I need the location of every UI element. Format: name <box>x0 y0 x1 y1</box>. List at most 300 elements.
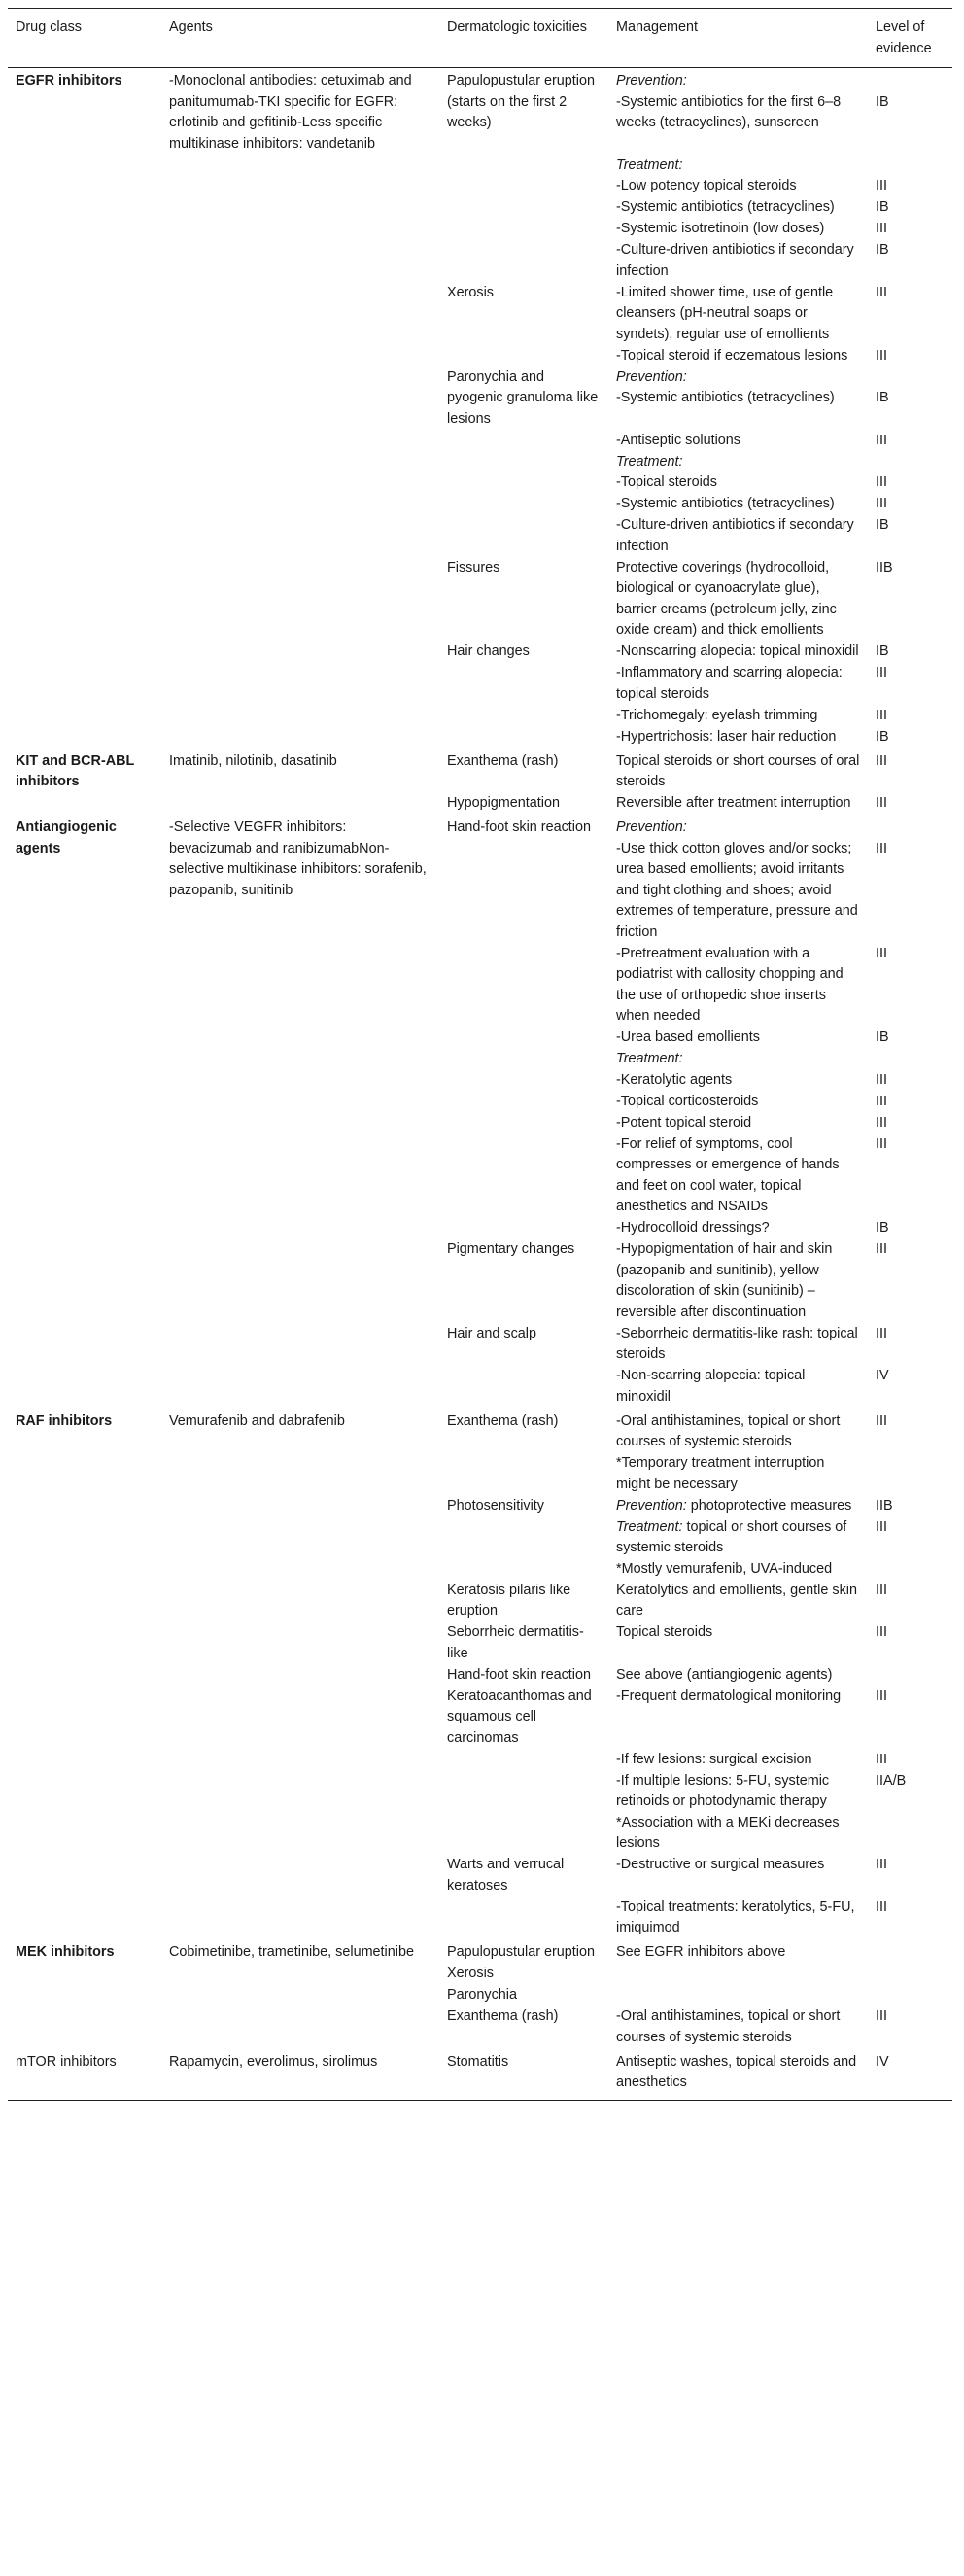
table-row <box>8 1409 952 1454</box>
management-line: -Potent topical steroid <box>616 1114 752 1131</box>
agents-cell <box>161 1665 439 1687</box>
level-cell <box>868 1366 952 1409</box>
table-row <box>8 1324 952 1367</box>
level-cell <box>868 367 952 431</box>
level-cell <box>868 1622 952 1665</box>
management-cell <box>608 494 868 515</box>
level-value: IV <box>876 2053 889 2070</box>
table-row <box>8 1939 952 1964</box>
table-row <box>8 748 952 794</box>
level-cell <box>868 494 952 515</box>
drug-class-cell <box>8 1581 161 1623</box>
drug-class-cell <box>8 642 161 663</box>
drug-class-cell <box>8 1897 161 1940</box>
toxicity-cell: Xerosis <box>447 1966 494 1981</box>
table-row <box>8 452 952 495</box>
level-cell <box>868 1239 952 1324</box>
drug-class-cell <box>8 1855 161 1897</box>
header-row <box>8 9 952 68</box>
table-row <box>8 2049 952 2101</box>
toxicity-cell <box>439 515 608 558</box>
level-cell <box>868 1496 952 1517</box>
toxicity-cell <box>439 1750 608 1771</box>
drug-class-cell <box>8 431 161 452</box>
drug-class-cell <box>8 727 161 748</box>
agents-cell: Imatinib, nilotinib, dasatinib <box>169 752 337 769</box>
management-line: -Low potency topical steroids <box>616 178 797 193</box>
level-value: III <box>876 1857 887 1872</box>
table-row <box>8 1897 952 1940</box>
table-row <box>8 367 952 431</box>
toxicity-cell <box>439 219 608 240</box>
management-cell <box>608 1517 868 1581</box>
management-line: -Nonscarring alopecia: topical minoxidil <box>616 644 859 659</box>
table-row <box>8 197 952 219</box>
toxicity-cell: Warts and verrucal keratoses <box>447 1857 565 1894</box>
management-line: -Limited shower time, use of gentle cleansers (pH-neutral soaps or syndets), regular use of emollients <box>616 284 834 342</box>
management-line: -Inflammatory and scarring alopecia: topical steroids <box>616 665 843 702</box>
level-value: III <box>876 945 887 961</box>
level-cell <box>868 1985 952 2006</box>
toxicity-cell <box>439 1218 608 1239</box>
level-value: III <box>876 432 887 448</box>
toxicity-cell <box>439 706 608 727</box>
toxicity-cell <box>439 156 608 198</box>
toxicity-cell <box>439 1113 608 1134</box>
management-line: *Association with a MEKi decreases lesions <box>616 1814 840 1851</box>
agents-cell <box>161 1092 439 1113</box>
level-cell <box>868 1771 952 1856</box>
agents-cell: -Monoclonal antibodies: cetuximab and panitumumab-TKI specific for EGFR: erlotinib and gefitinib-Less specific multikinase inhibitors: vandetanib <box>169 73 412 152</box>
management-line: Treatment: <box>616 453 683 470</box>
agents-cell: Cobimetinibe, trametinibe, selumetinibe <box>169 1944 414 1960</box>
management-cell <box>608 727 868 748</box>
management-cell <box>608 1939 868 1964</box>
table-row <box>8 1049 952 1092</box>
management-line: -Culture-driven antibiotics if secondary infection <box>616 517 854 554</box>
toxicity-cell: Stomatitis <box>439 2049 608 2101</box>
management-line: -Antiseptic solutions <box>616 432 740 448</box>
management-line: Treatment: <box>616 1051 683 1066</box>
toxicity-cell: Exanthema (rash) <box>447 2008 559 2024</box>
toxicity-cell: Pigmentary changes <box>447 1241 575 1257</box>
header-drug-class: Drug class <box>8 9 161 68</box>
toxicity-cell <box>439 1897 608 1940</box>
management-cell <box>608 1027 868 1049</box>
drug-class-cell <box>8 1496 161 1517</box>
agents-cell: -Selective VEGFR inhibitors: bevacizumab and ranibizumabNon-selective multikinase inhibitors: sorafenib, pazopanib, sunitinib <box>169 819 427 898</box>
toxicity-cell: Paronychia <box>447 1987 517 2002</box>
drug-class-cell <box>8 1750 161 1771</box>
toxicity-cell: Hair changes <box>447 644 530 659</box>
agents-cell <box>161 944 439 1028</box>
table-row <box>8 1622 952 1665</box>
level-value: III <box>876 1241 887 1257</box>
drug-class-cell <box>8 1092 161 1113</box>
agents-cell <box>161 494 439 515</box>
level-value: IIA/B <box>876 1772 907 1789</box>
table-row <box>8 1218 952 1239</box>
agents-cell <box>161 1049 439 1092</box>
toxicity-cell: Exanthema (rash) <box>447 1412 559 1429</box>
agents-cell <box>161 558 439 643</box>
level-value: III <box>876 707 887 723</box>
management-line: -Systemic antibiotics for the first 6–8 weeks (tetracyclines), sunscreen <box>616 93 842 130</box>
table-header <box>8 9 952 68</box>
level-cell <box>868 283 952 346</box>
toxicity-cell <box>439 494 608 515</box>
level-cell <box>868 815 952 944</box>
table-row <box>8 346 952 367</box>
drug-class-cell <box>8 1027 161 1049</box>
drug-class-cell <box>8 494 161 515</box>
agents-cell <box>161 706 439 727</box>
table-row <box>8 1581 952 1623</box>
table-row <box>8 1985 952 2006</box>
toxicity-cell: Photosensitivity <box>447 1497 544 1514</box>
level-cell <box>868 515 952 558</box>
management-line: -Pretreatment evaluation with a podiatrist with callosity chopping and the use of orthopedic shoe inserts when needed <box>616 945 844 1024</box>
toxicity-cell <box>439 1366 608 1409</box>
level-cell <box>868 748 952 794</box>
level-value: III <box>876 1582 887 1598</box>
table-row <box>8 1239 952 1324</box>
drug-class-cell: KIT and BCR-ABL inhibitors <box>16 752 135 789</box>
toxicity-cell: Papulopustular eruption (starts on the first 2 weeks) <box>447 73 596 130</box>
management-cell <box>608 1453 868 1496</box>
table-row <box>8 156 952 198</box>
level-value: III <box>876 752 887 769</box>
level-cell <box>868 1027 952 1049</box>
drug-class-cell <box>8 706 161 727</box>
management-line: Keratolytics and emollients, gentle skin care <box>616 1582 857 1619</box>
drug-class-cell <box>8 1113 161 1134</box>
toxicity-cell <box>439 240 608 283</box>
table-row <box>8 1750 952 1771</box>
drug-class-cell: MEK inhibitors <box>16 1944 115 1960</box>
agents-cell <box>161 1366 439 1409</box>
drug-class-cell <box>8 1453 161 1496</box>
management-cell <box>608 748 868 794</box>
management-line: Protective coverings (hydrocolloid, biological or cyanoacrylate glue), barrier creams (petroleum jelly, zinc oxide cream) and thick emollients <box>616 559 837 638</box>
table-row <box>8 1113 952 1134</box>
management-line: *Temporary treatment interruption might be necessary <box>616 1455 825 1492</box>
level-value: III <box>876 178 887 193</box>
management-line: -Systemic antibiotics (tetracyclines) <box>616 390 835 405</box>
management-cell <box>608 2006 868 2049</box>
level-cell <box>868 944 952 1028</box>
level-cell <box>868 1964 952 1985</box>
agents-cell <box>161 1027 439 1049</box>
management-line: See EGFR inhibitors above <box>616 1944 786 1960</box>
table-row <box>8 663 952 706</box>
management-cell <box>608 1409 868 1454</box>
toxicity-cell <box>439 727 608 748</box>
table-row <box>8 1687 952 1750</box>
management-cell <box>608 1218 868 1239</box>
management-line: -For relief of symptoms, cool compresses or emergence of hands and feet on cool water, topical anesthetics and NSAIDs <box>616 1135 840 1214</box>
drug-class-cell <box>8 793 161 815</box>
table-row <box>8 431 952 452</box>
management-line: Topical steroids or short courses of oral steroids <box>616 752 860 789</box>
management-cell <box>608 558 868 643</box>
management-cell <box>608 1622 868 1665</box>
management-line: -If few lesions: surgical excision <box>616 1751 812 1767</box>
toxicity-cell <box>439 663 608 706</box>
agents-cell <box>161 1113 439 1134</box>
toxicity-cell <box>439 1027 608 1049</box>
level-cell <box>868 240 952 283</box>
agents-cell <box>161 2006 439 2049</box>
management-cell <box>608 642 868 663</box>
agents-cell <box>161 283 439 346</box>
level-value: III <box>876 1114 887 1131</box>
toxicity-cell: Paronychia and pyogenic granuloma like lesions <box>447 368 599 427</box>
level-cell <box>868 1453 952 1496</box>
toxicity-table <box>8 8 952 2101</box>
level-value: IIB <box>876 559 893 575</box>
management-lead: Prevention: <box>616 1497 687 1514</box>
agents-cell <box>161 642 439 663</box>
level-cell <box>868 1409 952 1454</box>
toxicity-cell: Exanthema (rash) <box>447 752 559 769</box>
management-line: Topical steroids <box>616 1624 713 1640</box>
toxicity-cell <box>439 452 608 495</box>
level-cell <box>868 1750 952 1771</box>
level-value: III <box>876 1071 887 1088</box>
level-value: III <box>876 347 887 364</box>
level-value: III <box>876 795 887 811</box>
level-cell <box>868 1517 952 1581</box>
drug-class-cell <box>8 1964 161 1985</box>
level-cell <box>868 642 952 663</box>
management-line: Prevention: <box>616 368 687 385</box>
toxicity-cell <box>439 346 608 367</box>
table-row <box>8 1366 952 1409</box>
table-row <box>8 240 952 283</box>
management-cell <box>608 1324 868 1367</box>
toxicity-cell: Hypopigmentation <box>447 795 560 811</box>
management-line: -Hydrocolloid dressings? <box>616 1220 770 1236</box>
management-cell <box>608 1496 868 1517</box>
level-cell <box>868 1092 952 1113</box>
management-cell <box>608 156 868 198</box>
header-agents: Agents <box>161 9 439 68</box>
management-cell <box>608 452 868 495</box>
header-management: Management <box>608 9 868 68</box>
level-value: III <box>876 474 887 490</box>
level-value: III <box>876 496 887 511</box>
management-cell <box>608 1897 868 1940</box>
level-cell <box>868 452 952 495</box>
level-value: IIB <box>876 1497 893 1514</box>
table-row <box>8 1027 952 1049</box>
table-row <box>8 68 952 156</box>
management-cell <box>608 1049 868 1092</box>
management-line: -If multiple lesions: 5-FU, systemic retinoids or photodynamic therapy <box>616 1772 830 1809</box>
management-line: -Use thick cotton gloves and/or socks; urea based emollients; avoid irritants and tight clothing and shoes; avoid extremes of temperature, pressure and friction <box>616 840 858 940</box>
management-cell <box>608 240 868 283</box>
management-cell <box>608 944 868 1028</box>
level-value: IB <box>876 1220 889 1236</box>
management-cell <box>608 367 868 431</box>
management-cell <box>608 706 868 727</box>
management-line: -Topical steroid if eczematous lesions <box>616 347 848 364</box>
agents-cell <box>161 197 439 219</box>
management-cell <box>608 1113 868 1134</box>
level-value: IB <box>876 199 889 215</box>
drug-class-cell <box>8 1366 161 1409</box>
level-value: IB <box>876 728 889 745</box>
management-line: -Topical treatments: keratolytics, 5-FU, imiquimod <box>616 1898 855 1935</box>
table-row <box>8 558 952 643</box>
management-cell <box>608 1750 868 1771</box>
toxicity-cell: Seborrheic dermatitis-like <box>447 1624 584 1661</box>
management-line: Reversible after treatment interruption <box>616 795 851 811</box>
management-cell <box>608 283 868 346</box>
table-row <box>8 2006 952 2049</box>
level-value: III <box>876 1135 887 1152</box>
table-body <box>8 68 952 2101</box>
management-line: See above (antiangiogenic agents) <box>616 1666 833 1683</box>
agents-cell <box>161 1750 439 1771</box>
agents-cell <box>161 1771 439 1856</box>
management-line: -Oral antihistamines, topical or short courses of systemic steroids <box>616 2008 841 2045</box>
management-cell <box>608 515 868 558</box>
level-cell <box>868 346 952 367</box>
management-cell <box>608 1855 868 1897</box>
drug-class-cell <box>8 1771 161 1856</box>
drug-class-cell: Antiangiogenic agents <box>16 819 117 856</box>
level-value: III <box>876 1898 887 1915</box>
level-cell <box>868 1897 952 1940</box>
management-text: photoprotective measures <box>690 1497 852 1514</box>
table-row <box>8 642 952 663</box>
table-row <box>8 515 952 558</box>
toxicity-cell <box>439 1453 608 1496</box>
management-line: -Systemic antibiotics (tetracyclines) <box>616 199 835 215</box>
management-lead: Treatment: <box>616 1518 683 1535</box>
drug-class-cell <box>8 346 161 367</box>
table-row <box>8 1092 952 1113</box>
toxicity-cell <box>439 1049 608 1092</box>
management-cell <box>608 1092 868 1113</box>
management-line: -Oral antihistamines, topical or short courses of systemic steroids <box>616 1412 841 1449</box>
toxicity-cell: Fissures <box>447 559 500 575</box>
drug-class-cell <box>8 283 161 346</box>
level-value: IB <box>876 1029 889 1045</box>
toxicity-cell: Hair and scalp <box>447 1325 536 1341</box>
management-line: -Non-scarring alopecia: topical minoxidil <box>616 1368 806 1405</box>
agents-cell <box>161 1218 439 1239</box>
header-level: Level of evidence <box>868 9 952 68</box>
drug-class-cell <box>8 367 161 431</box>
level-cell <box>868 793 952 815</box>
management-line: -Hypopigmentation of hair and skin (pazopanib and sunitinib), yellow discoloration of skin (sunitinib) – reversible after discontinuation <box>616 1241 833 1320</box>
table-row <box>8 1855 952 1897</box>
level-value: III <box>876 2008 887 2024</box>
drug-class-cell <box>8 1324 161 1367</box>
agents-cell <box>161 1134 439 1219</box>
management-line: Prevention: <box>616 73 687 88</box>
drug-class-cell <box>8 1517 161 1581</box>
management-line <box>616 1496 860 1517</box>
management-line <box>616 1517 860 1559</box>
level-value: IB <box>876 390 889 405</box>
table-row <box>8 1453 952 1496</box>
level-value: III <box>876 1093 887 1109</box>
table-row <box>8 793 952 815</box>
agents-cell <box>161 1239 439 1324</box>
toxicity-cell: Papulopustular eruption <box>447 1944 596 1960</box>
level-cell <box>868 663 952 706</box>
management-cell <box>608 1134 868 1219</box>
drug-class-cell <box>8 240 161 283</box>
level-value: III <box>876 1688 887 1704</box>
drug-class-cell <box>8 1049 161 1092</box>
toxicity-cell: Hand-foot skin reaction <box>447 1666 591 1683</box>
agents-cell <box>161 1985 439 2006</box>
level-cell <box>868 1687 952 1750</box>
agents-cell <box>161 1964 439 1985</box>
level-cell <box>868 1581 952 1623</box>
table-row <box>8 1771 952 1856</box>
agents-cell <box>161 431 439 452</box>
management-line: -Hypertrichosis: laser hair reduction <box>616 728 837 745</box>
level-value: III <box>876 221 887 236</box>
management-cell <box>608 1581 868 1623</box>
agents-cell <box>161 663 439 706</box>
drug-class-cell <box>8 1687 161 1750</box>
agents-cell <box>161 1324 439 1367</box>
agents-cell <box>161 1687 439 1750</box>
management-cell <box>608 1771 868 1856</box>
table-row <box>8 706 952 727</box>
agents-cell <box>161 240 439 283</box>
management-cell <box>608 793 868 815</box>
level-value: III <box>876 1624 887 1640</box>
table-row <box>8 219 952 240</box>
drug-class-cell <box>8 452 161 495</box>
level-cell <box>868 1134 952 1219</box>
toxicity-cell <box>439 1134 608 1219</box>
drug-class-cell <box>8 1985 161 2006</box>
agents-cell <box>161 1453 439 1496</box>
level-cell <box>868 156 952 198</box>
table-row <box>8 1496 952 1517</box>
management-line: -Trichomegaly: eyelash trimming <box>616 707 818 723</box>
management-text: topical or short courses of systemic steroids <box>616 1518 847 1555</box>
toxicity-cell <box>439 944 608 1028</box>
level-value: IV <box>876 1368 889 1383</box>
management-line: -Culture-driven antibiotics if secondary infection <box>616 242 854 279</box>
level-cell <box>868 2006 952 2049</box>
management-line: -Systemic isotretinoin (low doses) <box>616 221 825 236</box>
toxicity-cell: Keratoacanthomas and squamous cell carcinomas <box>447 1688 592 1746</box>
drug-class-cell <box>8 558 161 643</box>
agents-cell <box>161 1517 439 1581</box>
toxicity-cell <box>439 431 608 452</box>
level-cell <box>868 1324 952 1367</box>
level-cell <box>868 2049 952 2101</box>
table-row <box>8 1517 952 1581</box>
level-cell <box>868 1049 952 1092</box>
level-cell <box>868 1855 952 1897</box>
toxicity-cell: Keratosis pilaris like eruption <box>447 1582 571 1619</box>
drug-class-cell <box>8 663 161 706</box>
level-cell <box>868 1939 952 1964</box>
drug-class-cell <box>8 1218 161 1239</box>
